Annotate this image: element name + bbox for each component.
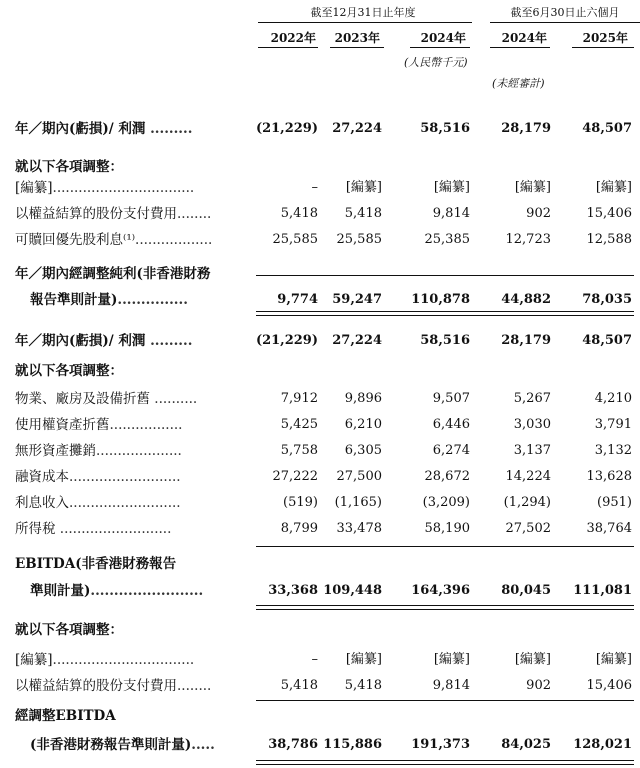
year-underline-1 (258, 47, 318, 48)
row-label-text: [編纂] (15, 652, 53, 668)
year-header-1: 2022年 (270, 31, 316, 45)
value-cell: 25,585 (336, 232, 382, 247)
value-cell (254, 553, 318, 575)
value-cell: 58,516 (420, 333, 470, 348)
value-cell: 902 (526, 678, 551, 693)
row-label (30, 734, 255, 756)
value-cell (487, 619, 551, 641)
row-label (15, 675, 240, 697)
value-cell (568, 263, 632, 285)
value-cell: 9,507 (432, 391, 470, 406)
value-cell (406, 360, 470, 382)
value-cell: 25,385 (424, 232, 470, 247)
value-cell: 38,786 (268, 737, 318, 752)
value-cell: 48,507 (582, 333, 632, 348)
row-label-text: 準則計量) (30, 583, 91, 599)
value-cell (254, 705, 318, 727)
total-double-rule (256, 760, 634, 765)
row-label (15, 414, 240, 436)
group2-rule (490, 22, 640, 23)
row-label-text: 就以下各項調整： (15, 363, 123, 379)
year-underline-5 (572, 47, 634, 48)
table-row (0, 388, 640, 410)
group1-title: 截至12月31日止年度 (310, 6, 416, 19)
row-label-text: 以權益結算的股份支付費用 (15, 206, 177, 222)
total-double-rule (256, 311, 634, 316)
value-cell: 6,305 (344, 443, 382, 458)
row-label (15, 440, 240, 462)
value-cell: 5,267 (513, 391, 551, 406)
unaudited-note: (未經審計) (492, 77, 545, 90)
value-cell: 84,025 (501, 737, 551, 752)
value-cell (318, 360, 382, 382)
row-label (15, 229, 240, 251)
value-cell: 27,500 (336, 469, 382, 484)
dot-leader: ......... (145, 121, 193, 137)
table-row (0, 518, 640, 540)
value-cell: (21,229) (255, 333, 318, 348)
value-cell: 27,224 (332, 333, 382, 348)
value-cell: 9,896 (344, 391, 382, 406)
value-cell (568, 360, 632, 382)
value-cell: 13,628 (586, 469, 632, 484)
value-cell (318, 156, 382, 178)
value-cell (318, 553, 382, 575)
value-cell: 9,814 (432, 206, 470, 221)
table-row (0, 580, 640, 602)
table-row (0, 649, 640, 671)
table-row (0, 675, 640, 697)
dot-leader: .......................... (69, 495, 181, 511)
value-cell: [編纂] (595, 180, 632, 195)
value-cell: (21,229) (255, 121, 318, 136)
value-cell: 5,758 (280, 443, 318, 458)
value-cell: 15,406 (586, 678, 632, 693)
value-cell: 7,912 (280, 391, 318, 406)
row-label-text: 就以下各項調整： (15, 159, 123, 175)
value-cell (406, 156, 470, 178)
value-cell: [編纂] (345, 652, 382, 667)
row-label-text: 以權益結算的股份支付費用 (15, 678, 177, 694)
value-cell (254, 360, 318, 382)
dot-leader: .................. (135, 232, 213, 248)
dot-leader: .................... (96, 443, 182, 459)
value-cell (568, 705, 632, 727)
row-label (15, 177, 240, 199)
value-cell (254, 156, 318, 178)
row-label-text: 所得稅 (15, 521, 56, 537)
row-label (15, 553, 240, 575)
value-cell: – (311, 652, 318, 667)
row-label-text: 利息收入 (15, 495, 69, 511)
value-cell: 191,373 (411, 737, 470, 752)
row-label-text: 物業、廠房及設備折舊 (15, 391, 150, 407)
dot-leader: ........................ (90, 583, 204, 599)
value-cell: 78,035 (582, 292, 632, 307)
row-label-text: 無形資產攤銷 (15, 443, 96, 459)
value-cell: 28,179 (501, 121, 551, 136)
value-cell: 27,224 (332, 121, 382, 136)
value-cell: 3,030 (513, 417, 551, 432)
row-label (15, 649, 240, 671)
value-cell: 44,882 (501, 292, 551, 307)
table-row (0, 619, 640, 641)
year-header-3: 2024年 (420, 31, 466, 45)
row-label (15, 388, 240, 410)
dot-leader: .......... (150, 391, 198, 407)
row-label (15, 492, 240, 514)
value-cell: [編纂] (345, 180, 382, 195)
value-cell: 28,672 (424, 469, 470, 484)
value-cell: 4,210 (594, 391, 632, 406)
total-double-rule (256, 605, 634, 610)
group2-title: 截至6月30日止六個月 (510, 6, 620, 19)
table-row (0, 466, 640, 488)
value-cell: 3,132 (594, 443, 632, 458)
value-cell (406, 619, 470, 641)
row-label-text: 就以下各項調整： (15, 622, 123, 638)
row-label (15, 330, 240, 352)
row-label-text: 融資成本 (15, 469, 69, 485)
value-cell (487, 705, 551, 727)
value-cell: 38,764 (586, 521, 632, 536)
value-cell (487, 553, 551, 575)
table-row (0, 289, 640, 311)
value-cell: 9,814 (432, 678, 470, 693)
dot-leader: ........ (177, 678, 212, 694)
value-cell: 902 (526, 206, 551, 221)
value-cell: 5,425 (280, 417, 318, 432)
row-label-text: EBITDA(非香港財務報告 (15, 556, 177, 572)
row-label-text: 使用權資產折舊 (15, 417, 110, 433)
row-label (15, 466, 240, 488)
value-cell: 27,222 (272, 469, 318, 484)
dot-leader: ................. (109, 417, 183, 433)
row-label-text: 年／期內經調整純利(非香港財務 (15, 266, 211, 282)
table-row (0, 229, 640, 251)
subtotal-rule (256, 700, 634, 701)
dot-leader: .......................... (69, 469, 181, 485)
table-row (0, 156, 640, 178)
value-cell: 48,507 (582, 121, 632, 136)
value-cell: (951) (597, 495, 632, 510)
year-header-2: 2023年 (334, 31, 380, 45)
row-label-text: 報告準則計量) (30, 292, 118, 308)
row-label (15, 360, 240, 382)
year-underline-2 (330, 47, 384, 48)
value-cell: 59,247 (332, 292, 382, 307)
value-cell: 6,446 (432, 417, 470, 432)
value-cell (568, 619, 632, 641)
row-label (15, 619, 240, 641)
row-label-text: 經調整EBITDA (15, 708, 116, 724)
value-cell (487, 156, 551, 178)
value-cell (568, 156, 632, 178)
table-row (0, 263, 640, 285)
value-cell (318, 619, 382, 641)
row-label (30, 289, 255, 311)
unit-note: (人民幣千元) (404, 56, 468, 69)
value-cell: 58,516 (420, 121, 470, 136)
row-label (30, 580, 255, 602)
value-cell: 33,478 (336, 521, 382, 536)
table-row (0, 118, 640, 140)
table-row (0, 492, 640, 514)
year-underline-4 (490, 47, 550, 48)
value-cell (406, 553, 470, 575)
value-cell: [編纂] (514, 652, 551, 667)
value-cell: 6,210 (344, 417, 382, 432)
value-cell: (1,165) (334, 495, 382, 510)
subtotal-rule (256, 275, 634, 276)
value-cell: 109,448 (323, 583, 382, 598)
value-cell: 164,396 (411, 583, 470, 598)
table-row (0, 440, 640, 462)
value-cell: 5,418 (280, 678, 318, 693)
row-label (15, 705, 240, 727)
value-cell: 58,190 (424, 521, 470, 536)
value-cell: 15,406 (586, 206, 632, 221)
value-cell: 111,081 (573, 583, 632, 598)
value-cell: 27,502 (505, 521, 551, 536)
value-cell: 28,179 (501, 333, 551, 348)
row-label-text: 可贖回優先股利息⁽¹⁾ (15, 232, 136, 248)
value-cell: (3,209) (422, 495, 470, 510)
value-cell: 80,045 (501, 583, 551, 598)
dot-leader: ............... (117, 292, 188, 308)
value-cell: 3,137 (513, 443, 551, 458)
value-cell: 115,886 (323, 737, 382, 752)
value-cell (406, 263, 470, 285)
value-cell: 25,585 (272, 232, 318, 247)
table-row (0, 734, 640, 756)
value-cell: [編纂] (514, 180, 551, 195)
value-cell: [編纂] (433, 652, 470, 667)
table-row (0, 177, 640, 199)
value-cell: 5,418 (344, 206, 382, 221)
value-cell: [編纂] (433, 180, 470, 195)
dot-leader: .......................... (55, 521, 172, 537)
value-cell: 6,274 (432, 443, 470, 458)
table-row (0, 414, 640, 436)
row-label (15, 203, 240, 225)
dot-leader: ......... (145, 333, 193, 349)
table-row (0, 330, 640, 352)
year-underline-3 (410, 47, 470, 48)
value-cell (568, 553, 632, 575)
value-cell: (519) (283, 495, 318, 510)
value-cell (487, 263, 551, 285)
value-cell: 12,588 (586, 232, 632, 247)
value-cell: [編纂] (595, 652, 632, 667)
table-row (0, 360, 640, 382)
row-label-text: [編纂] (15, 180, 53, 196)
value-cell (406, 705, 470, 727)
row-label (15, 156, 240, 178)
value-cell: 5,418 (344, 678, 382, 693)
row-label-text: 年／期內(虧損)/ 利潤 (15, 333, 146, 349)
dot-leader: ................................. (52, 180, 195, 196)
table-row (0, 203, 640, 225)
value-cell: 110,878 (411, 292, 470, 307)
year-header-4: 2024年 (501, 31, 547, 45)
subtotal-rule (256, 546, 634, 547)
value-cell: 9,774 (277, 292, 318, 307)
value-cell (254, 263, 318, 285)
value-cell: 12,723 (505, 232, 551, 247)
value-cell: 8,799 (280, 521, 318, 536)
value-cell (318, 705, 382, 727)
value-cell: 14,224 (505, 469, 551, 484)
value-cell (318, 263, 382, 285)
dot-leader: ........ (177, 206, 212, 222)
row-label (15, 118, 240, 140)
table-row (0, 553, 640, 575)
value-cell: 128,021 (573, 737, 632, 752)
value-cell: 33,368 (268, 583, 318, 598)
value-cell: 3,791 (594, 417, 632, 432)
group1-rule (258, 22, 472, 23)
dot-leader: ................................. (52, 652, 195, 668)
row-label-text: (非香港財務報告準則計量) (30, 737, 192, 753)
value-cell (254, 619, 318, 641)
value-cell: 5,418 (280, 206, 318, 221)
value-cell: – (311, 180, 318, 195)
value-cell (487, 360, 551, 382)
row-label-text: 年／期內(虧損)/ 利潤 (15, 121, 146, 137)
row-label (15, 518, 240, 540)
value-cell: (1,294) (503, 495, 551, 510)
year-header-5: 2025年 (582, 31, 628, 45)
row-label (15, 263, 240, 285)
table-row (0, 705, 640, 727)
dot-leader: ..... (191, 737, 215, 753)
